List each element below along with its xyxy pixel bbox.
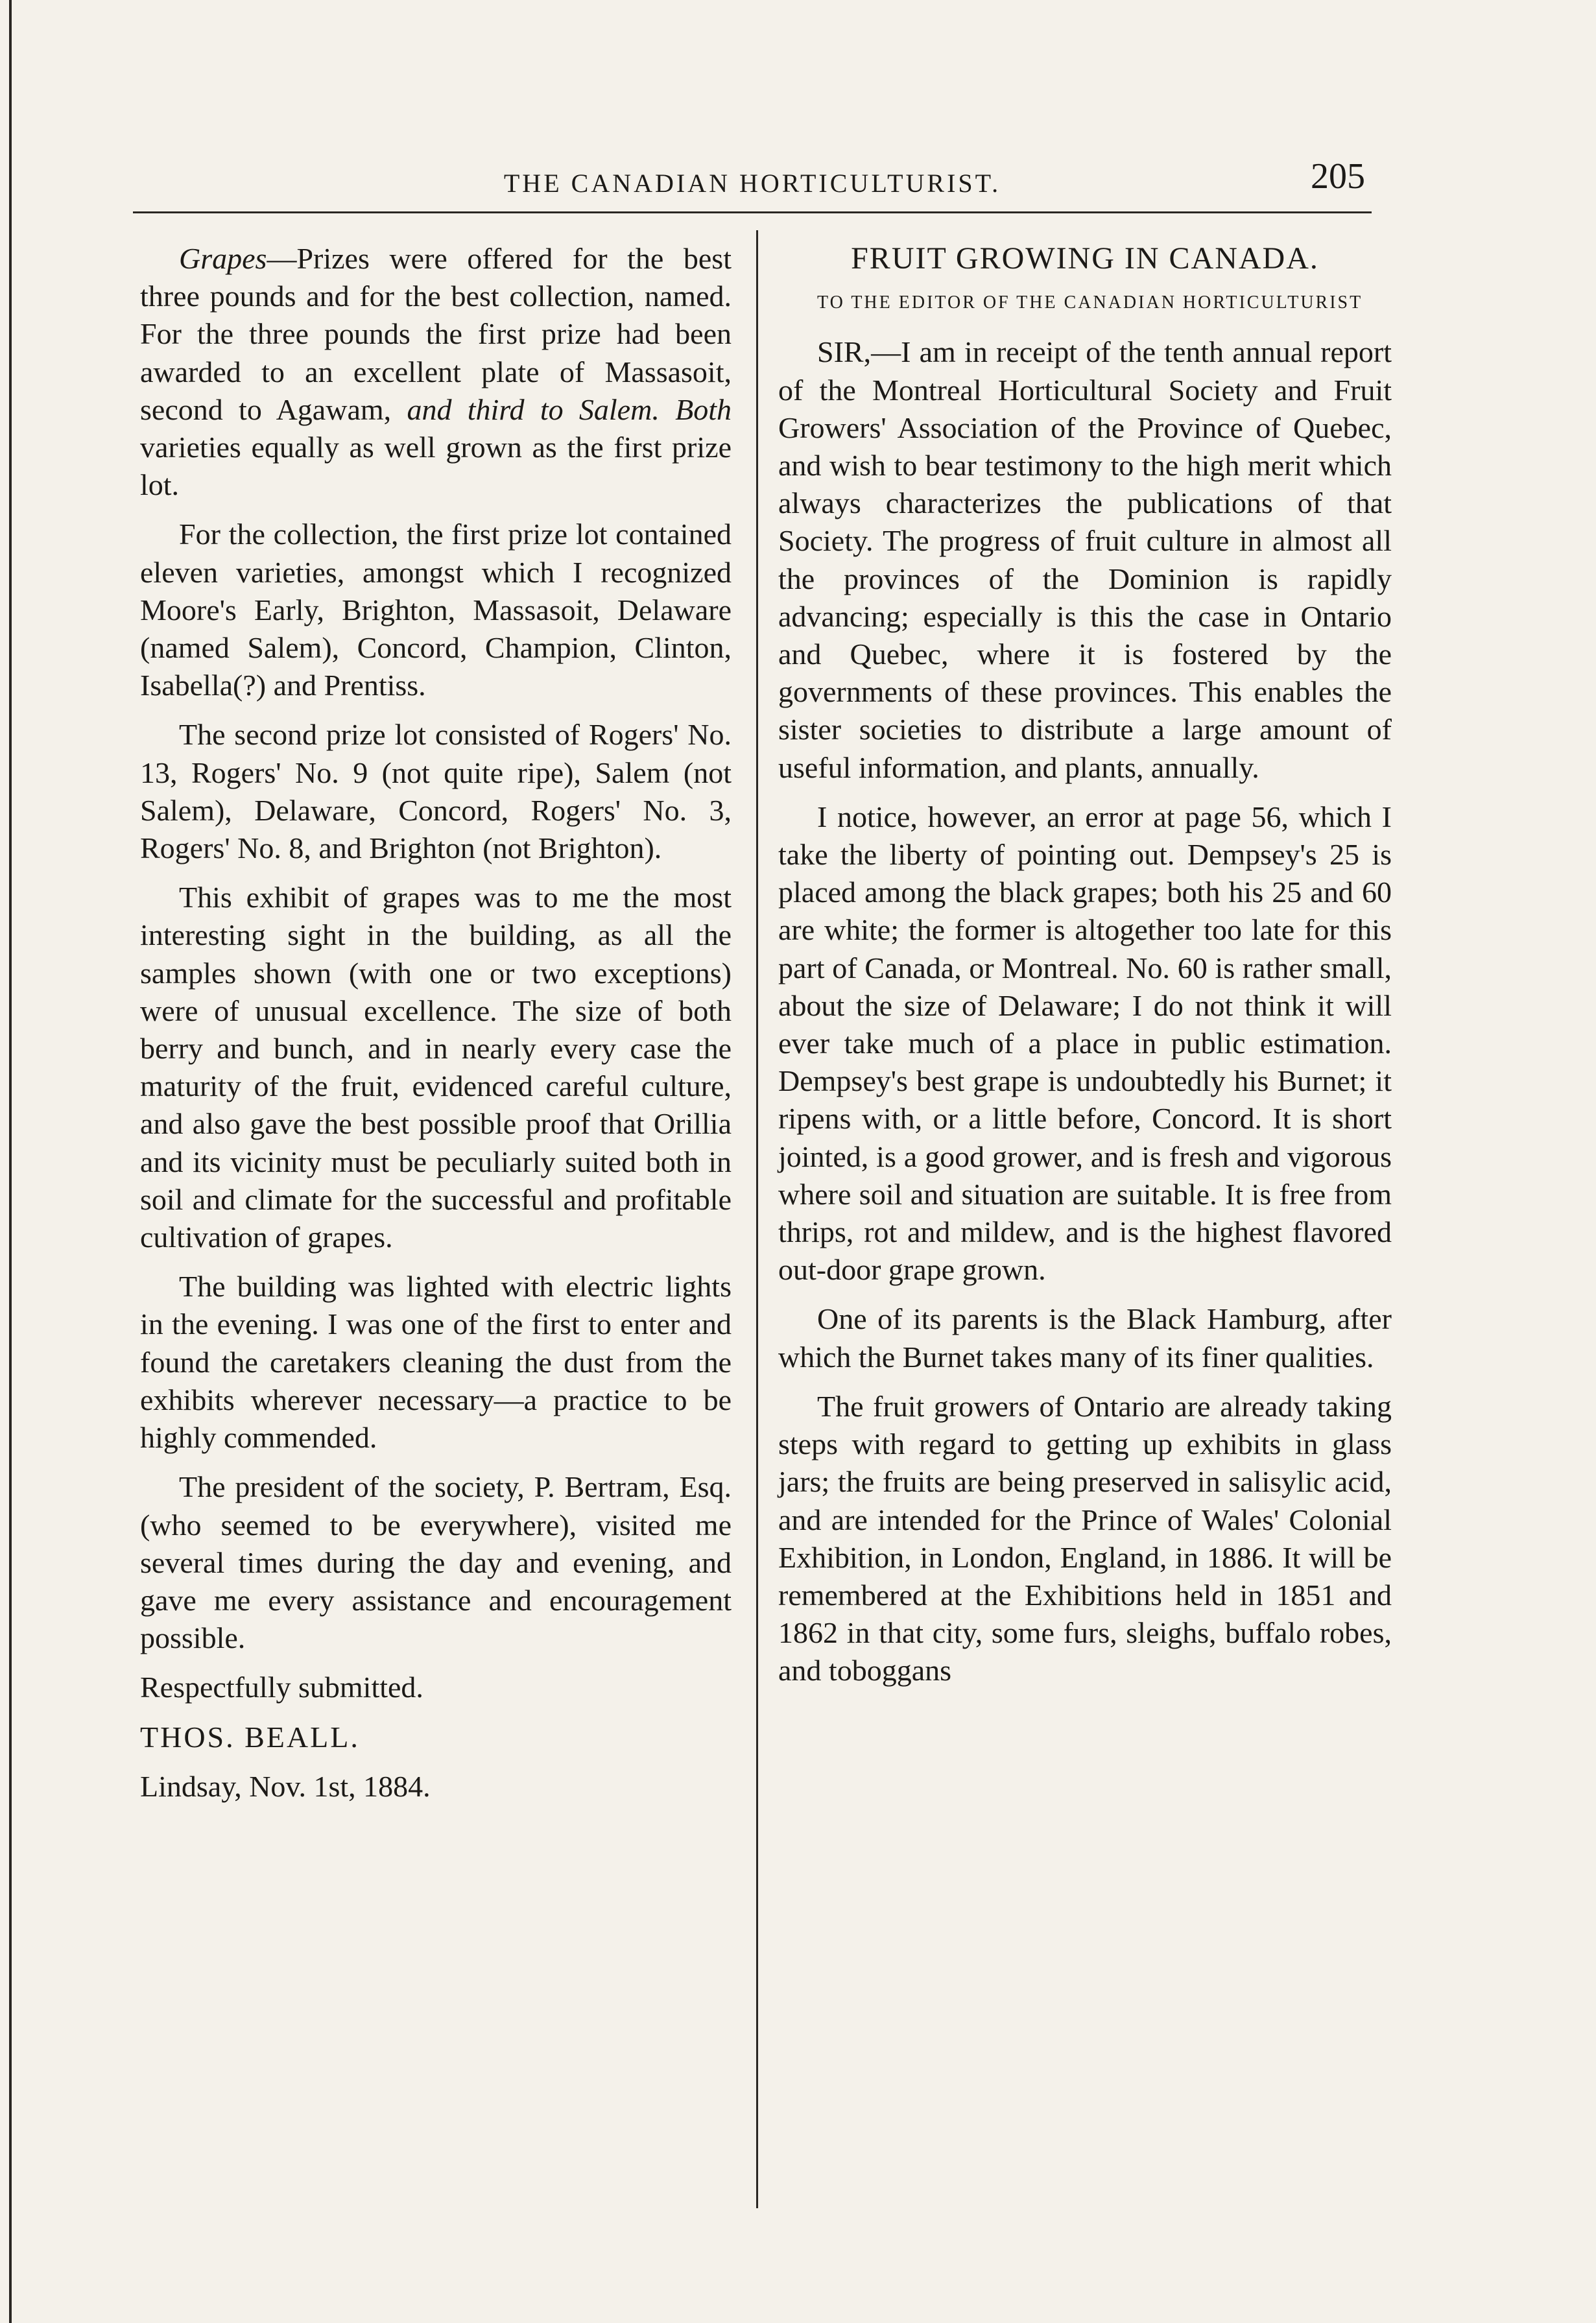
running-header <box>133 153 1372 198</box>
paragraph-error: I notice, however, an error at page 56, which I take the liberty of pointing out. Dempsey's 25 is placed among the black grapes; both his 25 and 60 are white; the former is altogether too late for this part of Canada, or Montreal. No. 60 is rather small, about the size of Delaware; I do not think it will ever take much of a place in public estimation. Dempsey's best grape is undoubtedly his Burnet; it ripens with, or a little before, Concord. It is short jointed, is a good grower, and is fresh and vigorous where soil and situation are suitable. It is free from thrips, rot and mildew, and is the highest flavored out-door grape grown. <box>778 800 1392 1287</box>
journal-title: THE CANADIAN HORTICULTURIST. <box>503 169 1001 198</box>
left-column <box>140 240 732 1817</box>
paragraph-president: The president of the society, P. Bertram, Esq. (who seemed to be everywhere), visited me several times during the day and evening, and gave me every assistance and encouragement possible. <box>140 1470 732 1655</box>
column-divider <box>756 230 758 2208</box>
paragraph-grapes-prizes <box>140 240 732 504</box>
run-in-heading: Grapes <box>179 242 267 275</box>
closing-line: Respectfully submitted. <box>140 1671 423 1704</box>
italic-text: and third to Salem. Both <box>407 392 732 426</box>
paragraph-parents: One of its parents is the Black Hamburg, after which the Burnet takes many of its finer qualities. <box>778 1302 1392 1374</box>
paragraph-exhibit: This exhibit of grapes was to me the most interesting sight in the building, as all the samples shown (with one or two exceptions) were of unusual excellence. The size of both berry and bunch, and in nearly every case the maturity of the fruit, evidenced careful culture, and also gave the best possible proof that Orillia and its vicinity must be peculiarly suited both in soil and climate for the successful and profitable cultivation of grapes. <box>140 881 732 1254</box>
paragraph-second-prize: The second prize lot consisted of Rogers' No. 13, Rogers' No. 9 (not quite ripe), Salem (not Salem), Delaware, Concord, Rogers' No. 3, Rogers' No. 8, and Brighton (not Brighton). <box>140 718 732 865</box>
paragraph-text: varieties equally as well grown as the first prize lot. <box>140 431 732 502</box>
paragraph-report: SIR,—I am in receipt of the tenth annual report of the Montreal Horticultural Society and Fruit Growers' Association of the Province of Quebec, and wish to bear testimony to the high merit which always characterizes the publications of that Society. The progress of fruit culture in almost all the provinces of the Dominion is rapidly advancing; especially is this the case in Ontario and Quebec, where it is fostered by the governments of these provinces. This enables the sister societies to distribute a large amount of useful information, and plants, annually. <box>778 335 1392 784</box>
right-column <box>778 240 1392 1702</box>
article-heading: FRUIT GROWING IN CANADA. <box>851 241 1319 276</box>
signature: THOS. BEALL. <box>140 1720 360 1754</box>
paragraph-text: —Prizes were offered for the best three pounds and for the best collection, named. For the three pounds the first prize had been awarded to an excellent plate of Massasoit, second to Agawam, <box>140 242 732 426</box>
paragraph-exhibits: The fruit growers of Ontario are already taking steps with regard to getting up exhibits in glass jars; the fruits are being preserved in salisylic acid, and are intended for the Prince of Wales' Colonial Exhibition, in London, England, in 1886. It will be remembered at the Exhibitions held in 1851 and 1862 in that city, some furs, sleighs, buffalo robes, and toboggans <box>778 1389 1392 1687</box>
paragraph-building: The building was lighted with electric lights in the evening. I was one of the first to enter and found the caretakers cleaning the dust from the exhibits wherever necessary—a practice to be highly commended. <box>140 1270 732 1455</box>
address-line: TO THE EDITOR OF THE CANADIAN HORTICULTURIST <box>817 292 1363 313</box>
page-number: 205 <box>1311 156 1365 197</box>
dateline: Lindsay, Nov. 1st, 1884. <box>140 1769 431 1803</box>
paragraph-collection: For the collection, the first prize lot contained eleven varieties, amongst which I recognized Moore's Early, Brighton, Massasoit, Delaware (named Salem), Concord, Champion, Clinton, Isabella(?) and Prentiss. <box>140 518 732 702</box>
header-rule <box>133 211 1372 213</box>
binding-edge-rule <box>9 0 12 2323</box>
